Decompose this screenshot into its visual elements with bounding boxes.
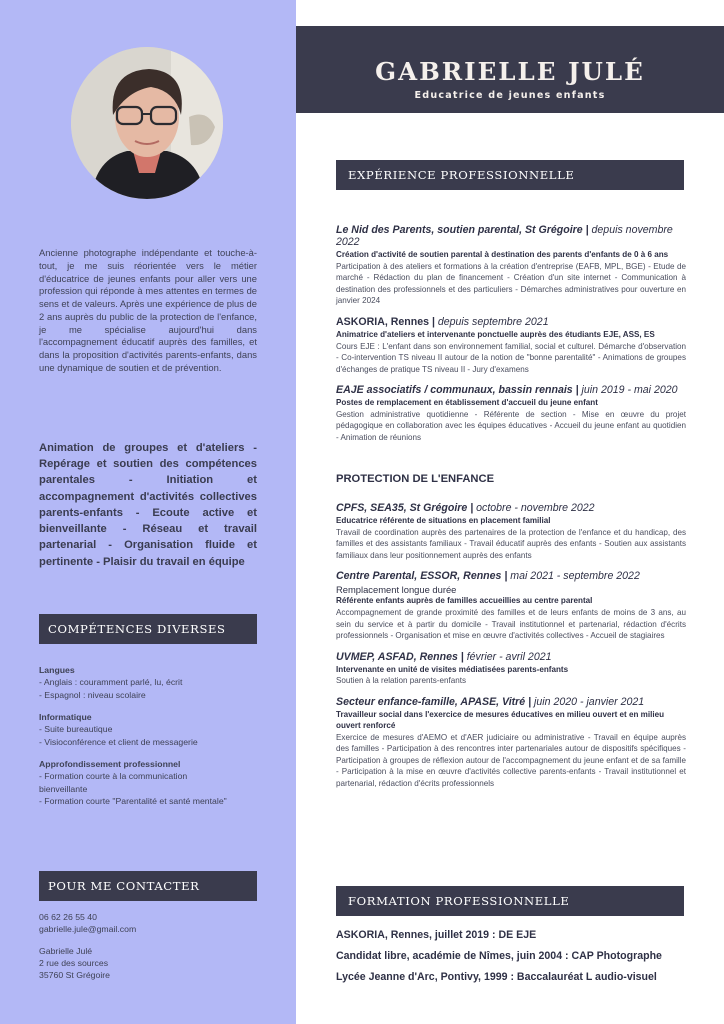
entry-description: Cours EJE : L'enfant dans son environnement familial, social et culturel. Démarche d'observation - Co-intervention TS niveau II autour de la notion de "bonne parentalité" - Animations de groupes d'échanges de pratique TS niveau II - Jury d'examens [336, 341, 686, 374]
entry-role: Référente enfants auprès de familles accueillies au centre parental [336, 596, 593, 606]
protection-entry [336, 570, 686, 641]
address-name: Gabrielle Julé [39, 945, 93, 956]
group-line: - Visioconférence et client de messagerie [39, 736, 198, 747]
group-line: - Anglais : couramment parlé, lu, écrit [39, 677, 183, 688]
it-group [39, 711, 269, 748]
entry-dates: juin 2020 - janvier 2021 [531, 695, 645, 708]
address-city: 35760 St Grégoire [39, 970, 110, 981]
entry-org: EAJE associatifs / communaux, bassin rennais | [336, 384, 579, 397]
group-title: Langues [39, 665, 75, 675]
protection-entry [336, 651, 686, 687]
protection-section [336, 473, 686, 798]
group-line: - Suite bureautique [39, 724, 113, 735]
entry-heading [336, 224, 686, 248]
entry-dates: mai 2021 - septembre 2022 [507, 570, 640, 583]
entry-heading [336, 696, 686, 708]
entry-role: Intervenante en unité de visites médiatisées parents-enfants [336, 664, 569, 674]
formation-item: ASKORIA, Rennes, juillet 2019 : DE EJE [336, 929, 537, 941]
entry-dates: octobre - novembre 2022 [473, 502, 595, 514]
header-banner [296, 26, 724, 113]
formation-item: Candidat libre, académie de Nîmes, juin 2004 : CAP Photographe [336, 950, 662, 962]
entry-heading [336, 384, 686, 396]
formation-heading: FORMATION PROFESSIONNELLE [336, 886, 684, 916]
entry-org: CPFS, SEA35, St Grégoire | [336, 502, 474, 514]
group-title: Approfondissement professionnel [39, 759, 181, 770]
entry-heading [336, 502, 686, 514]
group-title: Informatique [39, 712, 92, 723]
key-skills: Animation de groupes et d'ateliers - Repérage et soutien des compétences parentales - Initiation et accompagnement d'activités collectives parents-enfants - Ecoute active et bienveillante - Réseau et travail partenarial - Organisation fluide et pertinente - Plaisir du travail en équipe [39, 442, 257, 568]
address-street: 2 rue des sources [39, 958, 109, 969]
entry-description: Travail de coordination auprès des partenaires de la protection de l'enfance et du handicap, des familles et des assistants familiaux - Travail éducatif auprès des enfants - Soutien aux assistants familiaux dans leur positionnement auprès des enfants [336, 527, 686, 560]
group-line: - Espagnol : niveau scolaire [39, 689, 146, 700]
entry-description: Gestion administrative quotidienne - Référente de section - Mise en œuvre du projet pédagogique en collaboration avec les équipes éducatives - Accueil du jeune enfant au quotidien - Animation de réunions [336, 409, 686, 442]
entry-dates: février - avril 2021 [463, 650, 552, 663]
entry-description: Soutien à la relation parents-enfants [336, 676, 467, 686]
entry-dates: juin 2019 - mai 2020 [578, 384, 678, 397]
entry-heading [336, 316, 686, 328]
experience-entry [336, 384, 686, 443]
entry-description: Participation à des ateliers et formations à la création d'entreprise (EAFB, MPL, BGE) - Etude de marché - Rédaction du plan de financement - Création d'un site internet - Communication à destination des professionnels et des particuliers - Démarches administratives pour ouverture en janvier 2024 [336, 261, 686, 306]
entry-role: Postes de remplacement en établissement d'accueil du jeune enfant [336, 398, 598, 408]
protection-entry [336, 502, 686, 561]
entry-dates: depuis septembre 2021 [434, 315, 549, 328]
protection-heading: PROTECTION DE L'ENFANCE [336, 473, 495, 485]
entry-org: Le Nid des Parents, soutien parental, St Grégoire | [336, 224, 589, 236]
entry-role: Educatrice référente de situations en placement familial [336, 516, 551, 525]
entry-org: Centre Parental, ESSOR, Rennes | [336, 570, 508, 583]
entry-subtitle: Remplacement longue durée [336, 584, 457, 596]
formation-item: Lycée Jeanne d'Arc, Pontivy, 1999 : Baccalauréat L audio-visuel [336, 971, 657, 983]
languages-group [39, 664, 269, 701]
entry-role: Animatrice d'ateliers et intervenante ponctuelle auprès des étudiants EJE, ASS, ES [336, 329, 655, 339]
group-line: - Formation courte "Parentalité et santé mentale" [39, 796, 227, 807]
email[interactable]: gabrielle.jule@gmail.com [39, 924, 137, 935]
entry-description: Accompagnement de grande proximité des familles et de leurs enfants de moins de 3 ans, au sein du service et à partir du domicile - Travail institutionnel et partenarial, rédaction d'écrits professionnels - Organisation et mise en œuvre d'activités collectives - Accueil de stagiaires [336, 608, 686, 641]
contact-heading: POUR ME CONTACTER [39, 871, 257, 901]
experience-heading: EXPÉRIENCE PROFESSIONNELLE [336, 160, 684, 190]
entry-org: ASKORIA, Rennes | [336, 315, 435, 328]
entry-org: Secteur enfance-famille, APASE, Vitré | [336, 695, 532, 708]
about-text: Ancienne photographe indépendante et touche-à-tout, je me suis réorientée vers le métier d'éducatrice de jeunes enfants pour aller vers une profession qui réponde à mes attentes en termes de sens et de valeurs. Après une expérience de plus de 2 ans auprès du public de la protection de l'enfance, je me spécialise aujourd'hui dans l'accompagnement éducatif auprès des familles, et dans la proposition d'activités parents-enfants, dans une dynamique de soutien et de prévention. [39, 247, 257, 374]
experience-entry [336, 224, 686, 307]
experience-section [336, 224, 686, 452]
training-group [39, 758, 269, 807]
person-name: GABRIELLE JULÉ [375, 57, 645, 86]
protection-entry [336, 696, 686, 789]
profile-photo [71, 47, 223, 199]
phone[interactable]: 06 62 26 55 40 [39, 912, 97, 922]
competences-list [39, 664, 269, 817]
entry-heading [336, 570, 686, 582]
entry-org: UVMEP, ASFAD, Rennes | [336, 650, 464, 663]
competences-heading: COMPÉTENCES DIVERSES [39, 614, 257, 644]
entry-description: Exercice de mesures d'AEMO et d'AER judiciaire ou administrative - Travail en équipe auprès des familles - Participation à des rencontres inter partenariales autour de dispositifs spécifiques - Participation à groupes de réflexion autour de l'accompagnement du jeune enfant et de sa famille - Participation à la mise en œuvre d'activités collective parents-enfants - Travail institutionnel et partenarial, rédaction d'écrits professionnels [336, 732, 686, 788]
entry-dates: depuis novembre 2022 [336, 224, 673, 248]
contact-info [39, 911, 269, 982]
group-line: - Formation courte à la communication bienveillante [39, 771, 188, 794]
job-title: Educatrice de jeunes enfants [414, 90, 606, 101]
entry-heading [336, 651, 686, 663]
experience-entry [336, 316, 686, 375]
entry-role: Création d'activité de soutien parental à destination des parents d'enfants de 0 à 6 ans [336, 250, 669, 259]
entry-role: Travailleur social dans l'exercice de mesures éducatives en milieu ouvert et en milieu ouvert renforcé [336, 709, 665, 730]
formation-list [336, 929, 686, 992]
